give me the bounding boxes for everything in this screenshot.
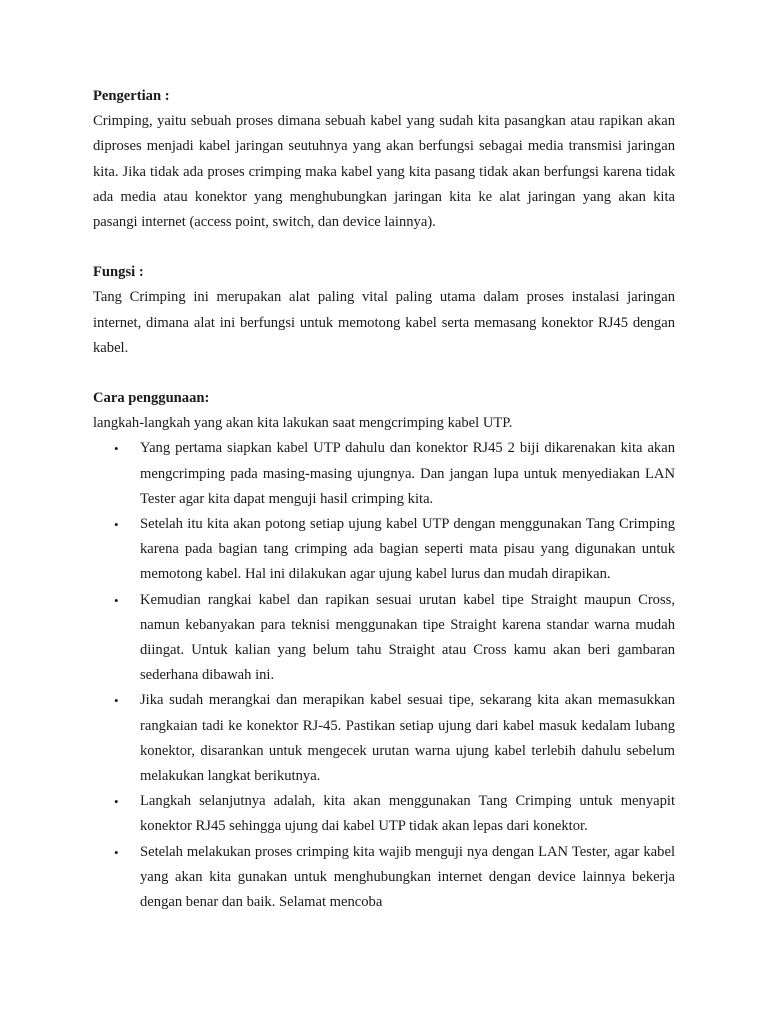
list-item	[114, 588, 675, 689]
section-fungsi	[93, 260, 675, 361]
heading-pengertian: Pengertian :	[93, 88, 170, 104]
bullet-icon: •	[114, 517, 119, 533]
paragraph-pengertian: Crimping, yaitu sebuah proses dimana sebuah kabel yang sudah kita pasangkan atau rapikan akan diproses menjadi kabel jaringan seutuhnya yang akan berfungsi sebagai media transmisi jaringan kita. Jika tidak ada proses crimping maka kabel yang kita pasang tidak akan berfungsi karena tidak ada media atau konektor yang menghubungkan jaringan kita ke alat jaringan yang akan kita pasangi internet (access point, switch, dan device lainnya).	[93, 113, 675, 231]
bullet-icon: •	[114, 441, 119, 457]
list-item-text: Langkah selanjutnya adalah, kita akan menggunakan Tang Crimping untuk menyapit konektor RJ45 sehingga ujung dai kabel UTP tidak akan lepas dari konektor.	[140, 793, 675, 835]
list-item-text: Yang pertama siapkan kabel UTP dahulu dan konektor RJ45 2 biji dikarenakan kita akan mengcrimping pada masing-masing ujungnya. Dan jangan lupa untuk menyediakan LAN Tester agar kita dapat menguji hasil crimping kita.	[140, 440, 675, 507]
bullet-icon: •	[114, 794, 119, 810]
list-item	[114, 688, 675, 789]
list-item-text: Jika sudah merangkai dan merapikan kabel sesuai tipe, sekarang kita akan memasukkan rangkaian tadi ke konektor RJ-45. Pastikan setiap ujung dari kabel masuk kedalam lubang konektor, disarankan untuk mengecek urutan warna ujung kabel terlebih dahulu sebelum melakukan langkat berikutnya.	[140, 692, 675, 785]
paragraph-fungsi: Tang Crimping ini merupakan alat paling vital paling utama dalam proses instalasi jaringan internet, dimana alat ini berfungsi untuk memotong kabel serta memasang konektor RJ45 dengan kabel.	[93, 289, 675, 356]
heading-cara-penggunaan: Cara penggunaan:	[93, 390, 210, 407]
list-item-text: Setelah melakukan proses crimping kita wajib menguji nya dengan LAN Tester, agar kabel yang akan kita gunakan untuk menghubungkan internet dengan device lainnya bekerja dengan benar dan baik. Selamat mencoba	[140, 843, 675, 911]
list-item	[114, 789, 675, 839]
section-pengertian	[93, 84, 675, 235]
section-cara-penggunaan	[93, 386, 675, 915]
list-item-text: Setelah itu kita akan potong setiap ujung kabel UTP dengan menggunakan Tang Crimping karena pada bagian tang crimping ada bagian seperti mata pisau yang digunakan untuk memotong kabel. Hal ini dilakukan agar ujung kabel lurus dan mudah dirapikan.	[140, 516, 675, 583]
list-item	[114, 436, 675, 512]
bullet-icon: •	[114, 693, 119, 709]
bullet-icon: •	[114, 844, 119, 860]
bullet-icon: •	[114, 592, 119, 608]
heading-fungsi: Fungsi :	[93, 264, 144, 281]
paragraph-intro: langkah-langkah yang akan kita lakukan saat mengcrimping kabel UTP.	[93, 415, 513, 432]
steps-list	[93, 436, 675, 915]
list-item-text: Kemudian rangkai kabel dan rapikan sesuai urutan kabel tipe Straight maupun Cross, namun kebanyakan para teknisi menggunakan tipe Straight karena standar warna mudah diingat. Untuk kalian yang belum tahu Straight atau Cross kamu akan beri gambaran sederhana dibawah ini.	[140, 591, 675, 684]
list-item	[114, 512, 675, 588]
list-item	[114, 840, 675, 916]
